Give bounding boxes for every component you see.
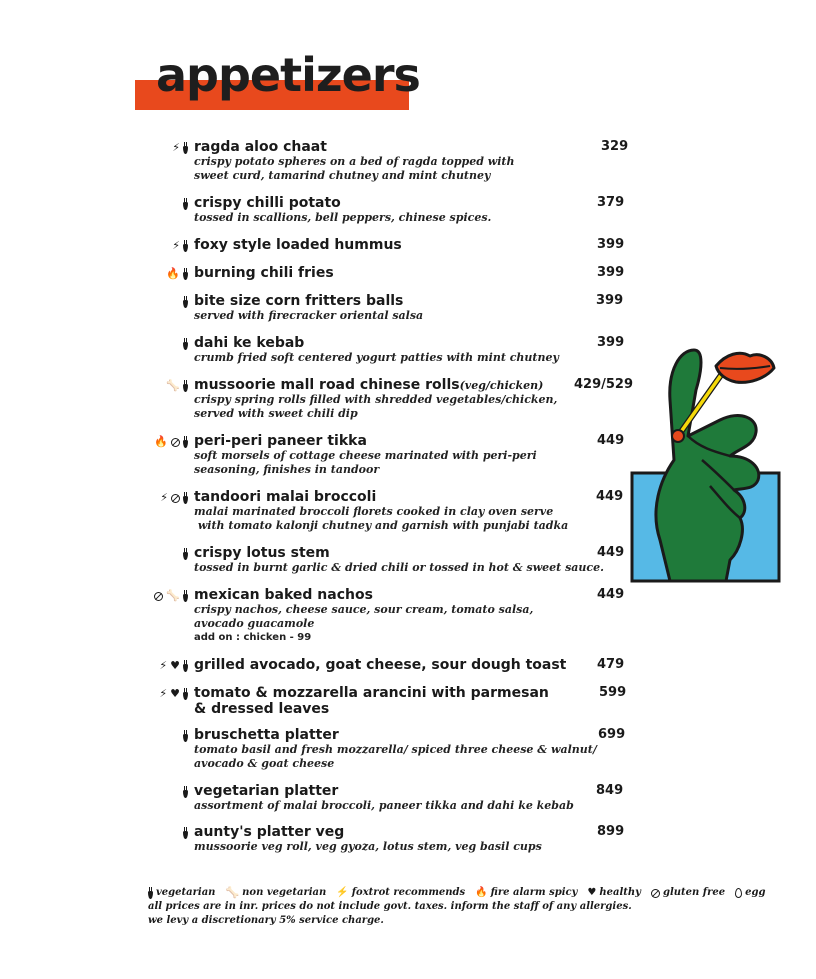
carrot-icon [183,142,188,154]
carrot-icon [183,688,188,700]
item-price: 449 [596,489,624,504]
item-price: 449 [597,433,625,448]
legend-service-note: we levy a discretionary 5% service charge. [148,915,384,926]
carrot-icon [148,887,153,899]
heart-icon: ♥ [170,687,180,700]
item-name [194,335,304,351]
item-description-line: served with firecracker oriental salsa [194,309,424,322]
item-description-line: sweet curd, tamarind chutney and mint chutney [194,169,491,182]
skeleton-icon: 🦴 [166,589,180,602]
item-name-text: tandoori malai broccoli [194,489,377,505]
skeleton-icon: 🦴 [166,379,180,392]
item-description-line: malai marinated broccoli florets cooked in clay oven serve [194,505,554,518]
carrot-icon [183,590,188,602]
legend-vegetarian: vegetarian [156,887,216,898]
carrot-icon [183,660,188,672]
item-addon: add on : chicken - 99 [194,632,312,643]
item-icons [0,545,188,563]
legend-healthy: healthy [599,887,641,898]
item-icons [0,237,188,255]
item-price: 399 [596,293,624,308]
carrot-icon [183,730,188,742]
item-name-line2: & dressed leaves [194,701,330,717]
heart-icon: ♥ [170,659,180,672]
bolt-icon: ⚡ [172,141,180,154]
legend-icons-row [148,886,771,900]
item-description-line: tomato basil and fresh mozzarella/ spiced three cheese & walnut/ [194,743,597,756]
item-price: 399 [597,265,625,280]
legend-fire: fire alarm spicy [490,887,578,898]
item-price: 399 [597,335,625,350]
item-name-text: bite size corn fritters balls [194,293,404,309]
item-description [194,799,594,813]
item-icons [0,587,188,605]
item-description-line: avocado & goat cheese [194,757,335,770]
legend-non-vegetarian: non vegetarian [242,887,327,898]
item-description-line: with tomato kalonji chutney and garnish with punjabi tadka [194,519,569,532]
item-price: 429/529 [574,377,634,392]
bolt-icon: ⚡ [336,887,349,898]
carrot-icon [183,436,188,448]
item-icons [0,377,188,395]
item-name-text: dahi ke kebab [194,335,305,351]
item-description-line: avocado guacamole [194,617,315,630]
item-description [194,505,594,533]
item-name [194,377,543,394]
item-icons [0,489,188,507]
item-icons [0,657,188,675]
item-description-line: crispy potato spheres on a bed of ragda topped with [194,155,515,168]
item-name-text: crispy lotus stem [194,545,330,561]
legend-gluten-free: gluten free [663,887,726,898]
item-variant: (veg/chicken) [459,379,544,392]
item-icons [0,195,188,213]
item-description [194,449,594,477]
item-icons [0,824,188,842]
skeleton-icon: 🦴 [225,886,240,899]
egg-icon [735,888,742,898]
item-name-text: mussoorie mall road chinese rolls [194,377,460,393]
fire-icon: 🔥 [154,435,168,448]
item-name [194,433,367,449]
item-price: 849 [596,783,624,798]
item-price: 379 [597,195,625,210]
item-price: 329 [601,139,629,154]
item-description [194,561,604,575]
item-price: 399 [597,237,625,252]
item-price: 479 [597,657,625,672]
bolt-icon: ⚡ [160,491,168,504]
heart-icon: ♥ [587,887,597,898]
bolt-icon: ⚡ [172,239,180,252]
gluten-free-icon [651,889,660,898]
item-name [194,139,327,155]
item-price: 899 [597,824,625,839]
legend-prices-note: all prices are in inr. prices do not include govt. taxes. inform the staff of any allergies. [148,901,632,912]
carrot-icon [183,296,188,308]
item-name-text: aunty's platter veg [194,824,345,840]
item-name [194,685,549,717]
carrot-icon [183,548,188,560]
item-description [194,211,594,225]
item-icons [0,335,188,353]
item-price: 449 [597,587,625,602]
item-description [194,743,597,771]
page-title: appetizers [156,48,420,102]
item-description-line: tossed in burnt garlic & dried chili or tossed in hot & sweet sauce. [194,561,604,574]
carrot-icon [183,492,188,504]
item-description [194,840,594,854]
item-description [194,351,594,365]
item-description-line: crispy nachos, cheese sauce, sour cream, tomato salsa, [194,603,534,616]
item-icons [0,293,188,311]
item-description [194,603,594,645]
item-name-text: bruschetta platter [194,727,339,743]
item-name-text: mexican baked nachos [194,587,373,603]
item-name [194,783,338,799]
fire-icon: 🔥 [475,887,488,898]
item-name [194,587,373,603]
legend-egg: egg [745,887,766,898]
item-icons [0,783,188,801]
carrot-icon [183,268,188,280]
gluten-free-icon [154,592,163,601]
item-name [194,545,330,561]
item-description-line: soft morsels of cottage cheese marinated with peri-peri [194,449,537,462]
item-description-line: served with sweet chili dip [194,407,358,420]
item-price: 699 [598,727,626,742]
item-name [194,824,344,840]
item-description-line: crumb fried soft centered yogurt patties with mint chutney [194,351,559,364]
item-name [194,489,376,505]
item-description-line: seasoning, finishes in tandoor [194,463,380,476]
legend [148,886,771,928]
item-name-text: vegetarian platter [194,783,339,799]
item-icons [0,433,188,451]
item-name [194,727,339,743]
item-name [194,657,566,673]
bolt-icon: ⚡ [159,659,168,672]
item-description [194,155,594,183]
gluten-free-icon [171,438,180,447]
carrot-icon [183,786,188,798]
hand-illustration [630,340,782,585]
carrot-icon [183,380,188,392]
item-description-line: tossed in scallions, bell peppers, chinese spices. [194,211,492,224]
gluten-free-icon [171,494,180,503]
bolt-icon: ⚡ [159,687,168,700]
item-description [194,393,594,421]
item-name [194,195,341,211]
item-name-text: crispy chilli potato [194,195,341,211]
item-name-text: tomato & mozzarella arancini with parmesan [194,685,549,701]
item-price: 449 [597,545,625,560]
item-name-text: burning chili fries [194,265,334,281]
carrot-icon [183,338,188,350]
item-name [194,237,402,253]
item-icons [0,685,188,703]
item-name-text: grilled avocado, goat cheese, sour dough toast [194,657,567,673]
item-description-line: assortment of malai broccoli, paneer tikka and dahi ke kebab [194,799,574,812]
item-name-text: ragda aloo chaat [194,139,327,155]
fire-icon: 🔥 [166,267,180,280]
carrot-icon [183,198,188,210]
item-description [194,309,594,323]
carrot-icon [183,827,188,839]
item-name [194,293,403,309]
item-description-line: mussoorie veg roll, veg gyoza, lotus stem, veg basil cups [194,840,542,853]
carrot-icon [183,240,188,252]
item-name [194,265,334,281]
item-name-text: peri-peri paneer tikka [194,433,367,449]
item-icons [0,139,188,157]
item-name-text: foxy style loaded hummus [194,237,402,253]
item-icons [0,265,188,283]
legend-foxtrot: foxtrot recommends [351,887,466,898]
item-description-line: crispy spring rolls filled with shredded vegetables/chicken, [194,393,558,406]
item-icons [0,727,188,745]
item-price: 599 [599,685,627,700]
